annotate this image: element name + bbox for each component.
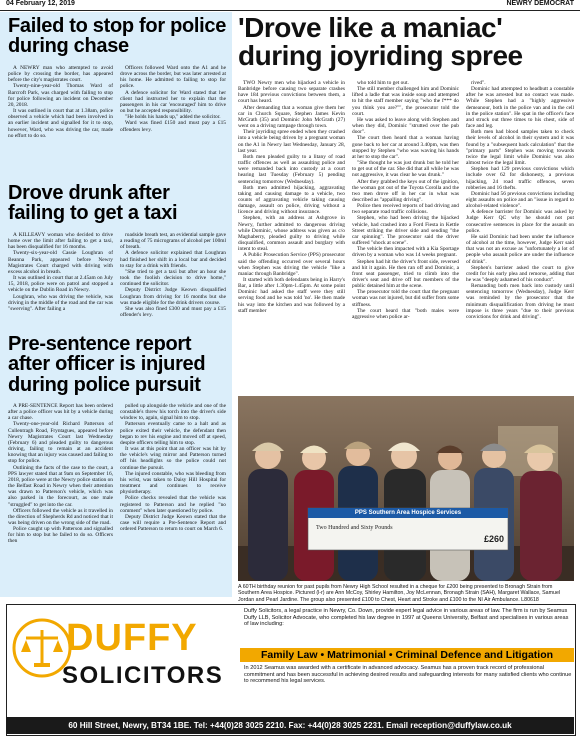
article-paragraph: The prosecutor told the court that the pregnant woman was not injured, but did suffer from some stiffness. xyxy=(352,289,459,308)
group-photo-illustration xyxy=(238,396,574,581)
article-paragraph: Twenty-one-year-old Richard Patterson of Cullentragh Road, Fryntagues, appeared before Newry Magistrates Court last Wednesday (February 6) and pleaded guilty to dangerous driving, failing to remain at an accident knowing that an injury was caused and failing to stop for police. xyxy=(8,421,113,465)
advert-body: In 2012 Seamus was awarded with a certificate in advanced advocacy. Seamus has a proven track record of professional commitment and has been successful in achieving desired results and safeguarding interests for many satisfied clients who continue to recommend his legal services. xyxy=(244,665,572,685)
article-paragraph: Deputy District Judge Keown stated that the case will require a Pre-Sentence Report and ordered Patterson to return to court on March 6. xyxy=(120,513,226,533)
advert-contact-bar: 60 Hill Street, Newry, BT34 1BE. Tel: +44(0)28 3025 2210. Fax: +44(0)28 3025 2231. Email reception@duffylaw.co.uk xyxy=(6,717,574,734)
article-paragraph: He said Dominic had been under the influence of alcohol at the time, however, Judge Kerr said that was not an excuse as "unfortunately a lot of people who assault police are under the influence of drink". xyxy=(466,233,574,265)
article-paragraph: Loughran, who was driving the vehicle, was driving in the middle of the road and the car was "swerving". After failing a xyxy=(8,293,113,312)
story3-column-2 xyxy=(120,403,226,595)
article-paragraph: "He holds his hands up," added the solicitor. xyxy=(125,114,221,121)
article-paragraph: It was outlined in court that at 1.38am, police observed a vehicle which had been involved in an earlier incident and signalled for it to stop, however, Ward, who was driving the car, made no effort to do so. xyxy=(8,108,113,139)
article-paragraph: Twenty-nine-year-old Thomas Ward of Barcroft Park, was charged with failing to stop for police following an incident on December 20, 2018. xyxy=(8,83,113,108)
article-paragraph: After demanding that a woman give them her car in Church Square, Stephen James Kevin McGrath (35) and Dominic John McGrath (27) went on a driving rampage through town. xyxy=(238,104,345,130)
article-paragraph: He was asked to leave along with Stephen and when they did, Dominic "strutted over the pub door". xyxy=(352,116,459,136)
advert-intro: Duffy Solicitors, a legal practice in Newry, Co. Down, provide expert legal advice in various areas of law. The firm is run by Seamus Duffy LLB, Solicitor Advocate, who completed his law degree in 1997 at Queens University, Belfast and specialises in various areas of law including: xyxy=(244,608,569,628)
article-paragraph: "She thought he was just drunk but he told her to get out of the car. She did that all while he was not aggressive, it was clear he was drunk." xyxy=(352,160,459,179)
article-paragraph: A NEWRY man who attempted to avoid police by crossing the border, has appeared before the city's magistrates court. xyxy=(8,65,113,84)
article-paragraph: Stephen had hit the driver's front side, reversed and hit it again. He then ran off and Dominic, a front seat passenger, tried to climb into the driver's seat and drive off but members of the public detained him at the scene. xyxy=(352,258,459,290)
article-paragraph: A defence solicitor for Ward stated that her client had instructed her to explain that the passengers in his car 'encouraged' him to drive on but he accepted responsibility. xyxy=(120,89,226,115)
cheque-words: Two Hundred and Sixty Pounds xyxy=(316,525,393,531)
article-paragraph: roadside breath test, an evidential sample gave a reading of 75 micrograms of alcohol per 100ml of breath. xyxy=(120,232,226,251)
page-date: 04 February 12, 2019 xyxy=(6,0,75,7)
main-headline: 'Drove like a maniac' during joyriding spree xyxy=(238,12,523,71)
article-paragraph: Stephen, with an address at Ashgrove in Newry, further admitted to dangerous driving while Dominic, whose address was given as c/o Maghaberry, pleaded guilty to driving while disqualified, common assault and burglary with intent to steal. xyxy=(238,215,345,253)
article-paragraph: It was outlined in court that at 2.45am on July 15, 2018, police were on patrol and stopped a vehicle on the Dublin Road in Newry. xyxy=(8,275,113,294)
article-paragraph: TWO Newry men who hijacked a vehicle in Banbridge before causing two separate crashes have 184 previous convictions between them, a court has heard. xyxy=(238,80,345,105)
article-paragraph: Both men admitted hijacking, aggravating taking and causing damage to a vehicle, two counts of aggravating vehicle taking causing damage, assault on police, driving without a licence and driving without insurance. xyxy=(238,184,345,216)
article-paragraph: Patterson eventually came to a halt and as police exited their vehicle, the defendant then began to rev his engine and moved off at speed, despite officers telling him to stop. xyxy=(120,421,226,446)
article-paragraph: Both men had blood samples taken to check their levels of alcohol in their system and it was found by a "subsequent back calculation" that the "primary parts" Stephen was moving towards twice the legal limit while Dominic was also almost twice the legal limit. xyxy=(466,129,574,167)
story3-column-1 xyxy=(8,403,113,595)
story2-headline: Drove drunk after failing to get a taxi xyxy=(8,182,178,225)
story2-column-1 xyxy=(8,232,113,330)
article-paragraph: Stephen, who had been driving the hijacked vehicle, had crashed into a Ford Fiesta in Kettle Street striking the driver side and sending "the car spinning". The prosecutor said the driver suffered "shock at scene". xyxy=(352,215,459,247)
article-paragraph: It started with both defendants being in Harry's Bar, a little after 1.30pm-1.45pm. At some point Dominic had asked the staff were they still serving food and he was told 'no'. He then made his way into the kitchen and was followed by a staff member xyxy=(238,277,345,314)
story1-column-2 xyxy=(120,65,226,180)
article-paragraph: Police checks revealed that the vehicle was registered to Patterson and he replied "no comment" when later questioned by police. xyxy=(120,495,226,514)
advert-services-bar: Family Law • Matrimonial • Criminal Defence and Litigation xyxy=(240,648,574,662)
article-paragraph: A PRE-SENTENCE Report has been ordered after a police officer was hit by a vehicle during a car chase. xyxy=(8,403,113,422)
story1-column-1 xyxy=(8,65,113,180)
main-column-3 xyxy=(466,80,574,394)
article-paragraph: "She tried to get a taxi but after an hour she took the foolish decision to drive home," continued the solicitor. xyxy=(120,268,226,288)
article-paragraph: rived". xyxy=(471,80,486,86)
article-paragraph: Officers followed the vehicle as it travelled in the direction of Shepherds Rd and noticed that it was being driven on the wrong side of the road. xyxy=(8,507,113,526)
article-paragraph: Stephen had 129 previous convictions which include over 62 for dishonesty, a previous hijacking, 24 road traffic offences, seven robberies and 16 thefts. xyxy=(466,166,574,191)
article-paragraph: The court then heard that a woman having gone back to her car at around 3.40pm, was then stopped by Stephen "who was waving his hands at her to stop the car". xyxy=(352,135,459,160)
article-paragraph: The court heard that "both males were aggressive when police ar- xyxy=(352,307,459,320)
article-paragraph: pulled up alongside the vehicle and one of the constable's threw his torch into the driver's side window to, again, signal him to stop. xyxy=(120,403,226,422)
story1-headline: Failed to stop for police during chase xyxy=(8,15,227,58)
main-column-1 xyxy=(238,80,345,394)
article-paragraph: A KILLEAVY woman who decided to drive home over the limit after failing to get a taxi, has been disqualified for 16 months. xyxy=(8,232,113,251)
article-paragraph: Remanding both men back into custody until sentencing tomorrow (Wednesday), Judge Kerr was reminded by the prosecutor that the minimum disqualification from driving he must impose is three years "due to their previous convictions for drink and driving". xyxy=(466,283,574,320)
article-paragraph: Their joyriding spree ended when they crashed into a vehicle being driven by a pregnant woman on the A1 in Newry last Wednesday, January 28, last year. xyxy=(238,129,345,154)
article-paragraph: The injured constable, who was bleeding from his wrist, was taken to Daisy Hill Hospital for treatment and continues to receive physiotherapy. xyxy=(120,470,226,496)
photo-caption: A 60TH birthday reunion for past pupils from Newry High School resulted in a cheque for £200 being presented to Bronagh Strain from Southern Area Hospice. Pictured (l-r) are Ann McCoy, Shirley Hamilton, Joy McLennan, Bronagh Strain (SAH), Margaret Wallace, Samuel Jordan and Pearl Jardine. The group also presented £100 to Chest, Heart and Stroke and £100 to the NI Air Ambulance. L80618 xyxy=(238,584,561,603)
article-paragraph: Both men pleaded guilty to a litany of road traffic offences as well as assaulting police and were remanded back into custody at a court hearing last Tuesday (February 5) pending sentencing tomorrow (Wednesday). xyxy=(238,153,345,185)
page-header xyxy=(0,0,580,11)
article-paragraph: The vehicle then impacted with a Kia Sportage driven by a woman who was 14 weeks pregnant. xyxy=(352,246,459,259)
article-paragraph: Officers followed Ward onto the A1 and he drove across the border, but was later arrested at his home. He admitted to failing to stop for police. xyxy=(120,65,226,90)
main-column-2 xyxy=(352,80,459,394)
group-photo xyxy=(238,396,574,581)
article-paragraph: Dominic had 56 previous convictions including eight assaults on police and an "issue in regard to alcohol-related violence". xyxy=(466,190,574,210)
article-paragraph: Police caught up with Patterson and signalled for him to stop but he failed to do so. Officers then xyxy=(8,526,113,545)
article-paragraph: A defence barrister for Dominic was asked by Judge Kerr QC why he should not put consecutive sentences in place for the assault on police. xyxy=(466,209,574,234)
article-paragraph: After they grabbed the keys out of the ignition, the woman got out of the Toyota Corolla and the two men drove off in her car in what was described as "appalling driving". xyxy=(352,178,459,203)
article-paragraph: Twenty-six-year-old Cassie Loughran of Beanna Park, appeared before Newry Magistrates Court charged with driving with excess alcohol in breath. xyxy=(8,250,113,275)
article-paragraph: Ward was fined £150 and must pay a £15 offenders levy. xyxy=(120,120,226,133)
story3-headline: Pre-sentence report after officer is injured during police pursuit xyxy=(8,333,206,396)
duffy-logo-name: DUFFY xyxy=(66,617,198,659)
article-paragraph: It was at this point that an officer was hit by the vehicle's wing mirror and Patterson turned off his headlights so the police could not continue the pursuit. xyxy=(120,446,226,471)
story2-column-2 xyxy=(120,232,226,330)
masthead: NEWRY DEMOCRAT xyxy=(506,0,574,7)
article-paragraph: Deputy District Judge Keown disqualified Loughran from driving for 16 months but she was made eligible for the drink drivers course. xyxy=(120,287,226,306)
cheque-amount: £260 xyxy=(483,534,504,544)
article-paragraph: Police then received reports of bad driving and two separate road traffic collisions. xyxy=(352,203,459,216)
article-paragraph: Stephen's barrister asked the court to give credit for his early plea and remorse, adding that he was "deeply ashamed of his conduct". xyxy=(466,264,574,283)
article-paragraph: Outlining the facts of the case to the court, a PPS lawyer stated that at 9am on September 16, 2018, police were at the Newry police station on the Belfast Road in Newry when their attention was drawn to Patterson's vehicle, which was also parked in the forecourt, as one male "struggled" to get into the car. xyxy=(8,464,113,508)
article-paragraph: Dominic had attempted to headbutt a constable after he was arrested but no contact was made. While Stephen had a "highly aggressive demeanour, both in the police van and in the cell in the police station". He spat in the officer's face and struck out three times to his chest, side of face and leg. xyxy=(466,86,574,130)
article-paragraph: A Public Prosecution Service (PPS) prosecutor said the offending occurred over several hours when Stephen was driving the vehicle "like a maniac through Banbridge". xyxy=(238,252,345,277)
duffy-logo-subtitle: SOLICITORS xyxy=(62,662,224,689)
cheque-banner: PPS Southern Area Hospice Services xyxy=(354,510,462,516)
article-paragraph: She was also fined £300 and must pay a £15 offender's levy. xyxy=(120,305,226,319)
article-paragraph: The still member challenged him and Dominic lifted a ladle that was inside soup and attempted to hit the staff member saying "who the f*** do you think you are?"", the prosecutor told the court. xyxy=(352,86,459,117)
article-paragraph: who told him to get out. xyxy=(357,80,409,86)
article-paragraph: A defence solicitor explained that Loughran had finished her shift in a local bar and decided to stay for a drink with friends. xyxy=(120,250,226,269)
